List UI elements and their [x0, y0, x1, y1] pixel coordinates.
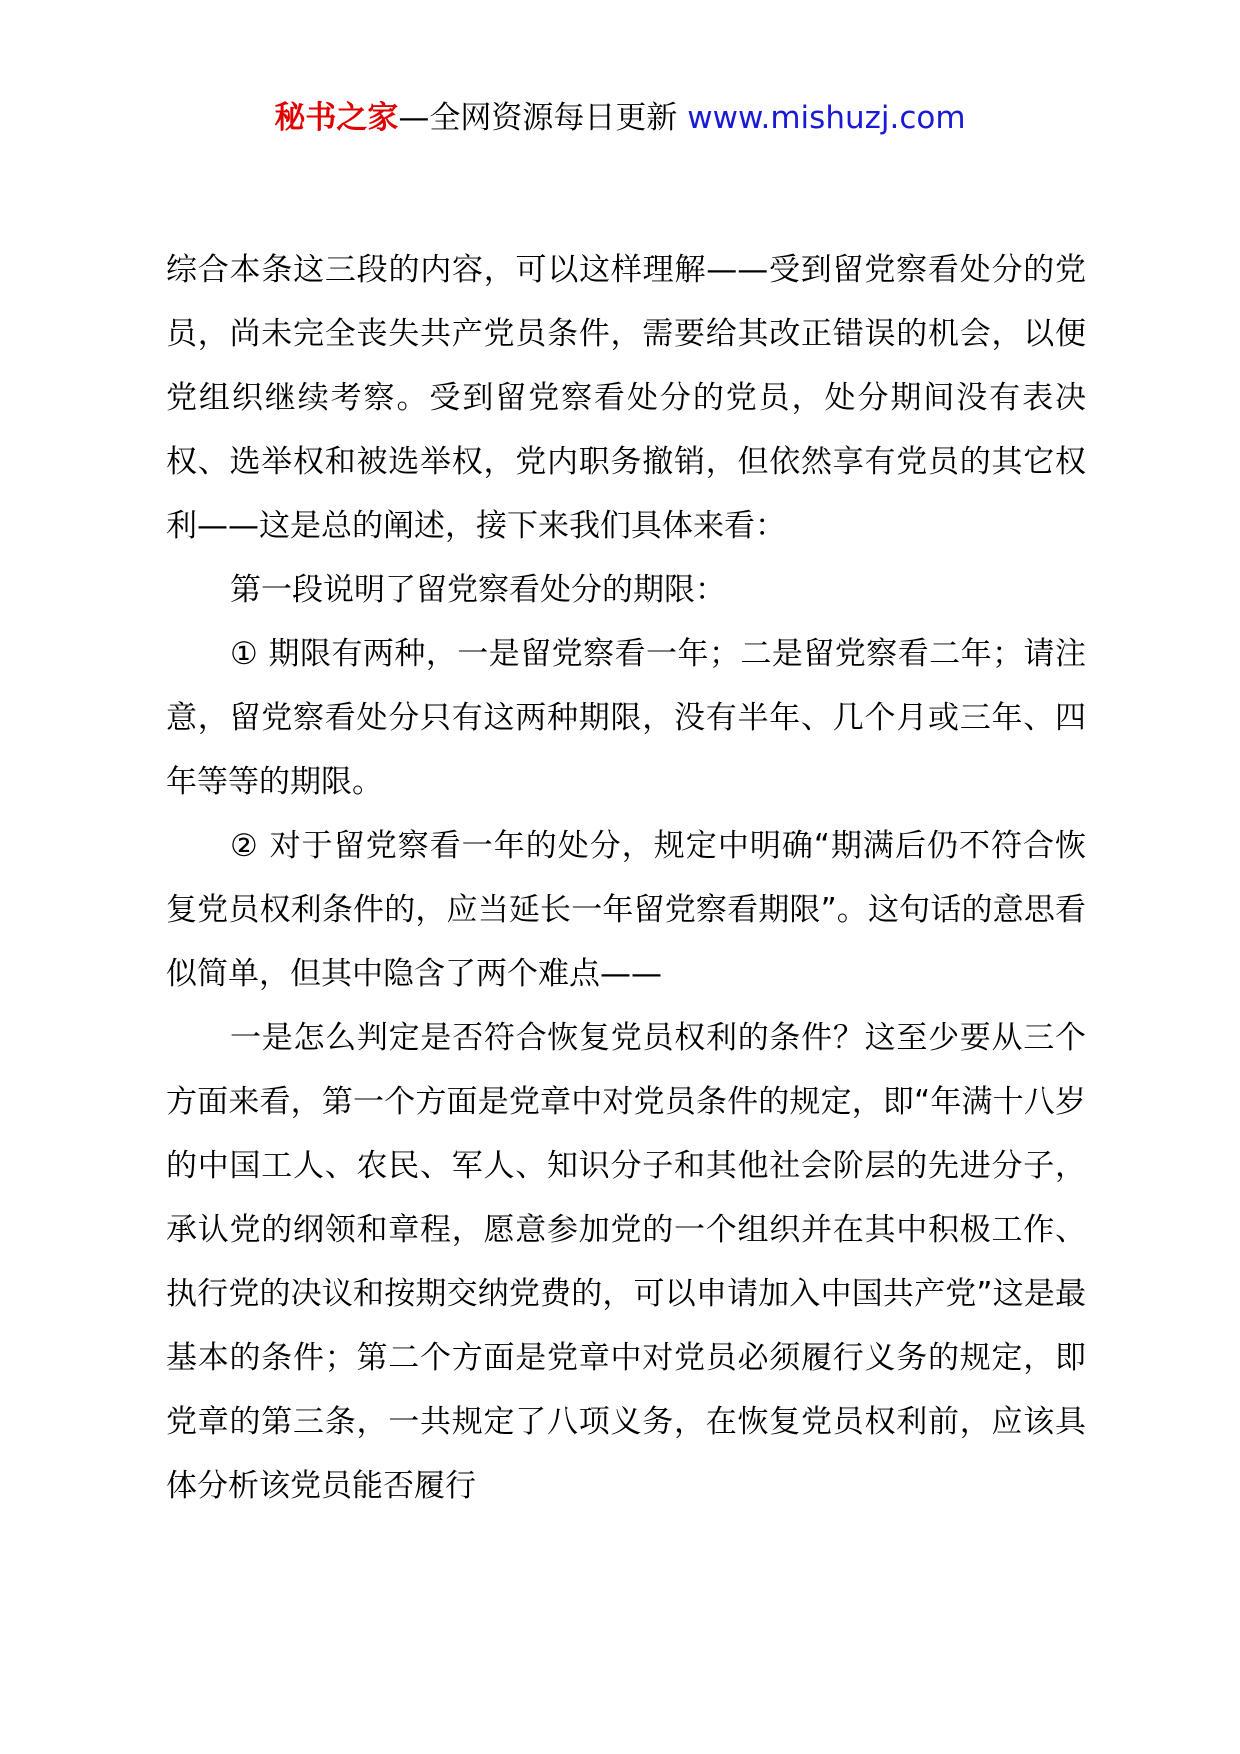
document-body — [166, 238, 1086, 1518]
site-url-link[interactable]: www.mishuzj.com — [687, 100, 966, 136]
page-header — [0, 98, 1240, 138]
paragraph-difficulty-one: 一是怎么判定是否符合恢复党员权利的条件？这至少要从三个方面来看，第一个方面是党章中对党员条件的规定，即“年满十八岁的中国工人、农民、军人、知识分子和其他社会阶层的先进分子，承认党的纲领和章程，愿意参加党的一个组织并在其中积极工作、执行党的决议和按期交纳党费的，可以申请加入中国共产党”这是最基本的条件；第二个方面是党章中对党员必须履行义务的规定，即党章的第三条，一共规定了八项义务，在恢复党员权利前，应该具体分析该党员能否履行 — [166, 1020, 1086, 1504]
header-tagline: —全网资源每日更新 — [398, 100, 678, 136]
paragraph-point-one: ① 期限有两种，一是留党察看一年；二是留党察看二年；请注意，留党察看处分只有这两种期限，没有半年、几个月或三年、四年等等的期限。 — [166, 636, 1086, 800]
paragraph-point-two: ② 对于留党察看一年的处分，规定中明确“期满后仍不符合恢复党员权利条件的，应当延长一年留党察看期限”。这句话的意思看似简单，但其中隐含了两个难点—— — [166, 828, 1086, 992]
brand-name: 秘书之家 — [274, 100, 399, 136]
paragraph-section-one-intro: 第一段说明了留党察看处分的期限： — [230, 572, 726, 608]
paragraph-summary: 综合本条这三段的内容，可以这样理解——受到留党察看处分的党员，尚未完全丧失共产党员条件，需要给其改正错误的机会，以便党组织继续考察。受到留党察看处分的党员，处分期间没有表决权、选举权和被选举权，党内职务撤销，但依然享有党员的其它权利——这是总的阐述，接下来我们具体来看： — [166, 252, 1086, 544]
